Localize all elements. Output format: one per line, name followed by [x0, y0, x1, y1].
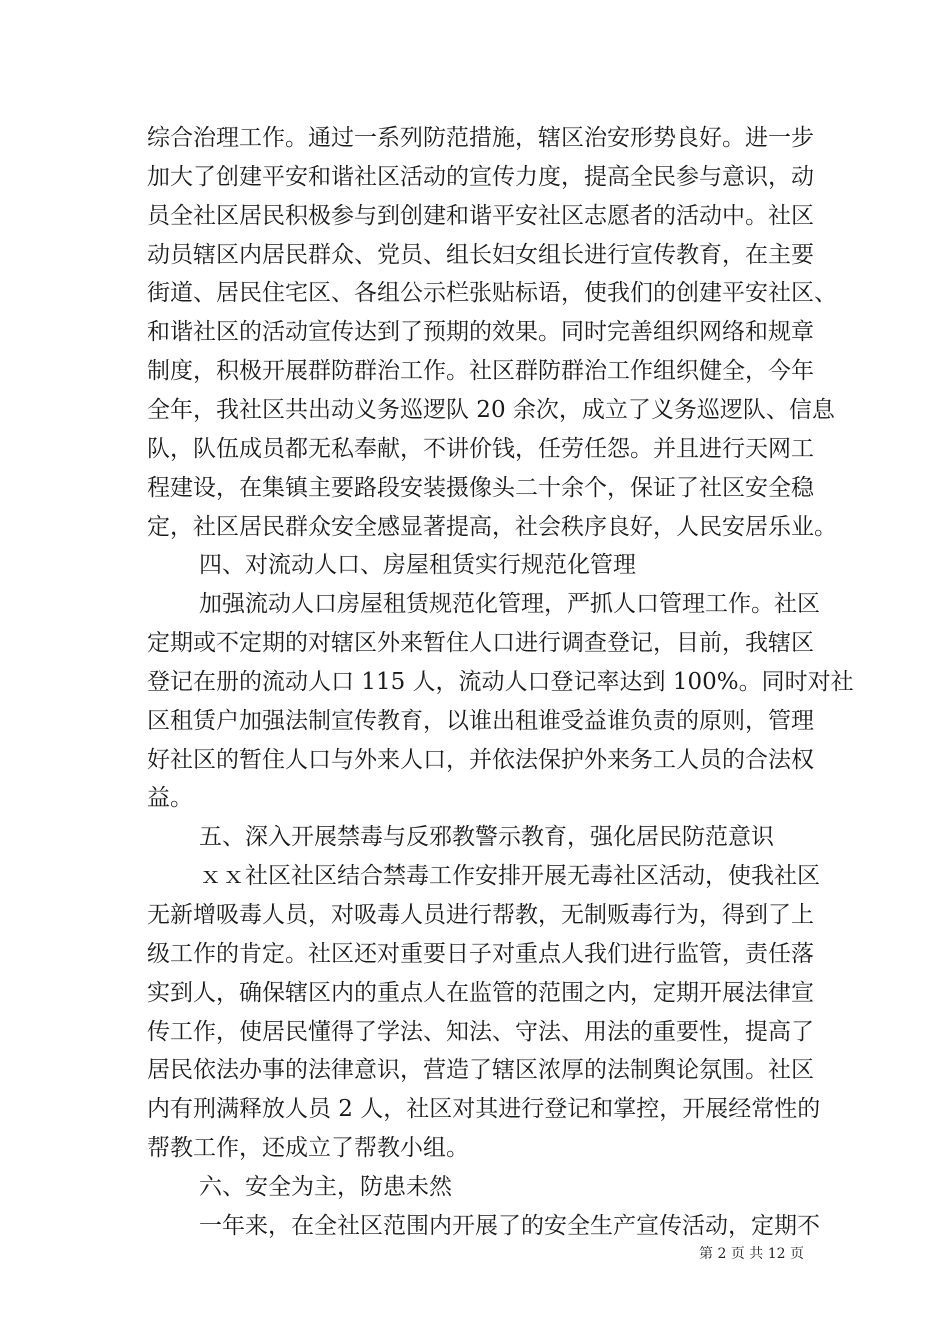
text-line: 登记在册的流动人口 115 人，流动人口登记率达到 100%。同时对社 [147, 669, 854, 695]
text-line: 综合治理工作。通过一系列防范措施，辖区治安形势良好。进一步 [147, 125, 814, 151]
text-line: 区租赁户加强法制宣传教育，以谁出租谁受益谁负责的原则，管理 [147, 708, 814, 734]
text-line: 居民依法办事的法律意识，营造了辖区浓厚的法制舆论氛围。社区 [147, 1057, 814, 1083]
text-line: 级工作的肯定。社区还对重要日子对重点人我们进行监管，责任落 [147, 941, 814, 967]
text-line: 帮教工作，还成立了帮教小组。 [147, 1135, 469, 1161]
text-line: 队，队伍成员都无私奉献，不讲价钱，任劳任怨。并且进行天网工 [147, 436, 814, 462]
text-line: 好社区的暂住人口与外来人口，并依法保护外来务工人员的合法权 [147, 747, 814, 773]
text-line: 益。 [147, 785, 193, 811]
text-line: 无新增吸毒人员，对吸毒人员进行帮教，无制贩毒行为，得到了上 [147, 902, 814, 928]
text-line: 全年，我社区共出动义务巡逻队 20 余次，成立了义务巡逻队、信息 [147, 397, 835, 423]
text-line: 制度，积极开展群防群治工作。社区群防群治工作组织健全，今年 [147, 358, 814, 384]
text-line: 六、安全为主，防患未然 [199, 1174, 452, 1200]
text-line: 街道、居民住宅区、各组公示栏张贴标语，使我们的创建平安社区、 [147, 280, 837, 306]
text-line: 定，社区居民群众安全感显著提高，社会秩序良好，人民安居乐业。 [147, 514, 837, 540]
page-number-footer: 第 2 页 共 12 页 [699, 1246, 804, 1262]
text-line: 五、深入开展禁毒与反邪教警示教育，强化居民防范意识 [199, 824, 774, 850]
text-line: ｘｘ社区社区结合禁毒工作安排开展无毒社区活动，使我社区 [199, 863, 820, 889]
text-line: 传工作，使居民懂得了学法、知法、守法、用法的重要性，提高了 [147, 1019, 814, 1045]
text-line: 定期或不定期的对辖区外来暂住人口进行调查登记，目前，我辖区 [147, 630, 814, 656]
text-line: 程建设，在集镇主要路段安装摄像头二十余个，保证了社区安全稳 [147, 475, 814, 501]
text-line: 实到人，确保辖区内的重点人在监管的范围之内，定期开展法律宣 [147, 980, 814, 1006]
text-line: 动员辖区内居民群众、党员、组长妇女组长进行宣传教育，在主要 [147, 242, 814, 268]
text-line: 加大了创建平安和谐社区活动的宣传力度，提高全民参与意识，动 [147, 164, 814, 190]
text-line: 和谐社区的活动宣传达到了预期的效果。同时完善组织网络和规章 [147, 319, 814, 345]
text-line: 四、对流动人口、房屋租赁实行规范化管理 [199, 552, 636, 578]
text-line: 员全社区居民积极参与到创建和谐平安社区志愿者的活动中。社区 [147, 203, 814, 229]
text-line: 内有刑满释放人员 2 人，社区对其进行登记和掌控，开展经常性的 [147, 1096, 821, 1122]
text-line: 加强流动人口房屋租赁规范化管理，严抓人口管理工作。社区 [199, 591, 820, 617]
text-line: 一年来，在全社区范围内开展了的安全生产宣传活动，定期不 [199, 1213, 820, 1239]
